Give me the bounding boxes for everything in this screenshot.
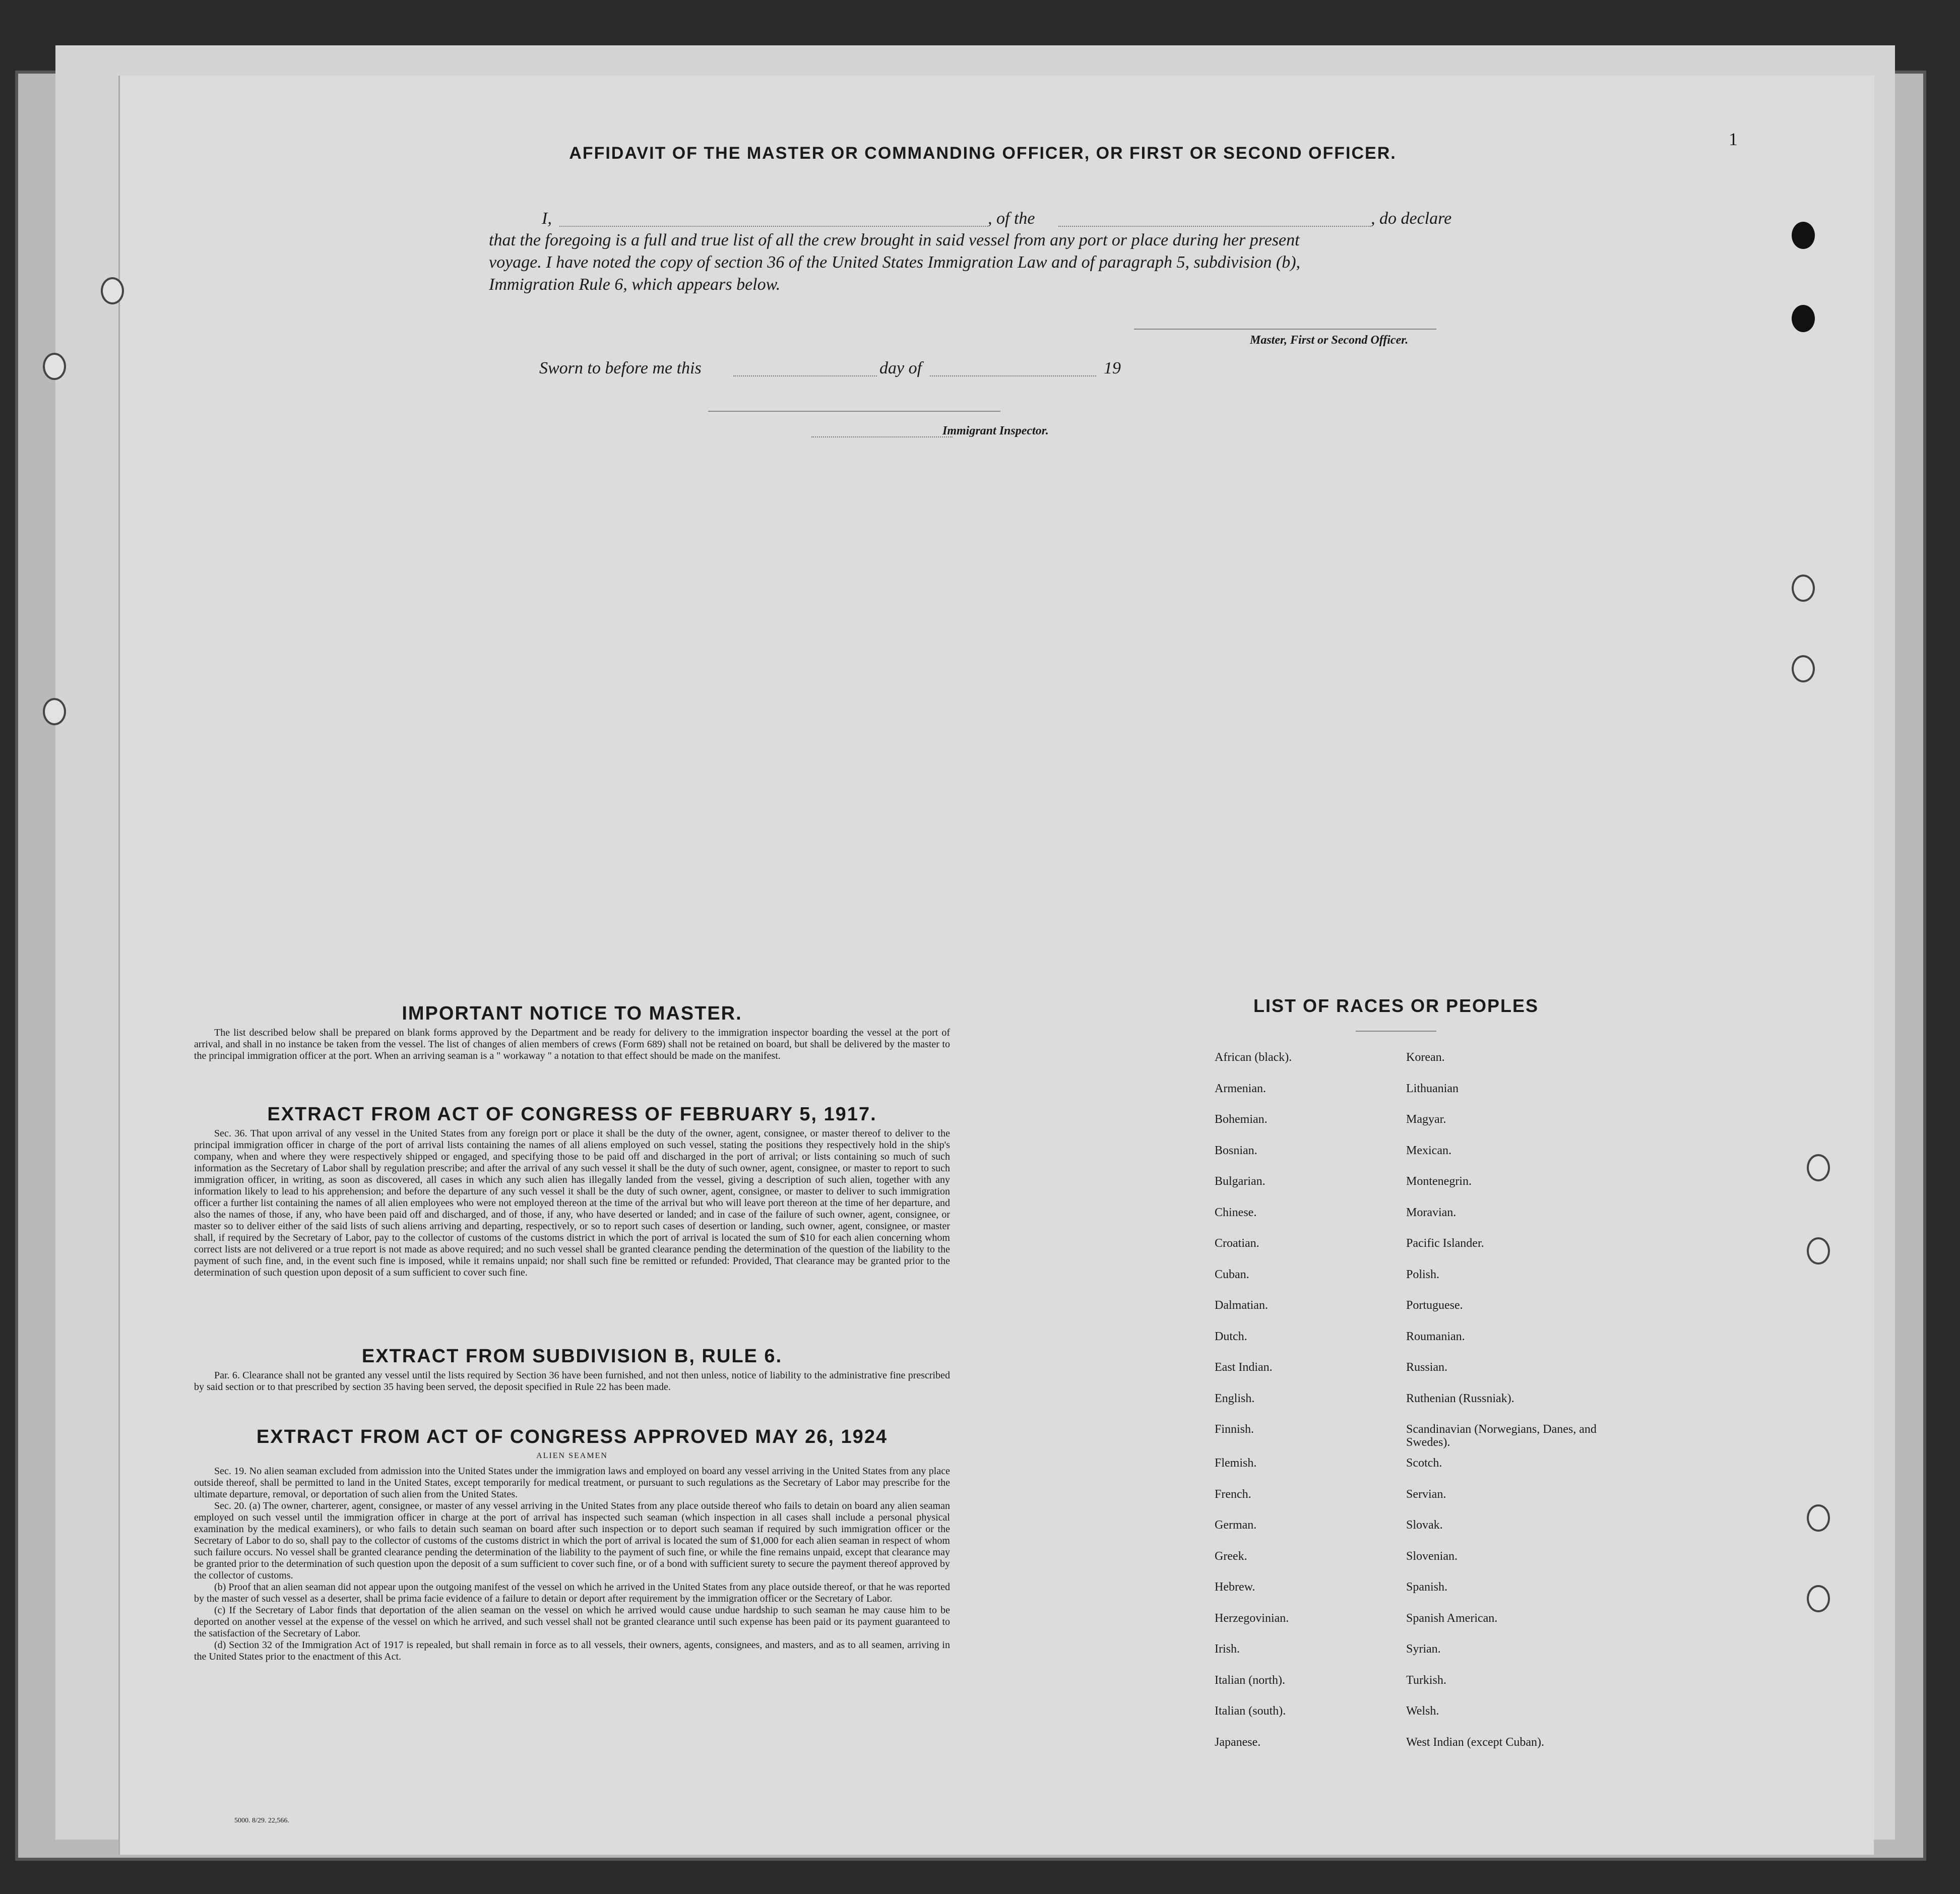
- races-title-rule: [1356, 1031, 1436, 1032]
- race-item: Ruthenian (Russniak).: [1406, 1392, 1514, 1405]
- race-item: Polish.: [1406, 1268, 1440, 1281]
- race-item: Dalmatian.: [1215, 1299, 1268, 1312]
- section-20c-paragraph: (c) If the Secretary of Labor finds that deportation of the alien seaman on the vessel on which he arrived would cause undue hardship to such seaman he may cause him to be deported on another vessel at the expense of the vessel on which he arrived, and such vessel shall not be granted clearance until such expense has been paid or its payment guaranteed to the satisfaction of the Secretary of Labor.: [194, 1605, 950, 1639]
- punch-hole-icon: [1807, 1504, 1830, 1532]
- race-item: Pacific Islander.: [1406, 1237, 1484, 1250]
- sworn-year: 19: [1104, 359, 1121, 377]
- punch-hole-icon: [1807, 1585, 1830, 1612]
- race-item: French.: [1215, 1487, 1251, 1501]
- section-20b-paragraph: (b) Proof that an alien seaman did not appear upon the outgoing manifest of the vessel on which he arrived in the United States from any place outside thereof, or that he was reported by the master of such vessel as a deserter, shall be prima facie evidence of a failure to detain or deport after requirement by the immigration officer or the Secretary of Labor.: [194, 1582, 950, 1604]
- races-title: LIST OF RACES OR PEOPLES: [1253, 995, 1539, 1016]
- section-20d-paragraph: (d) Section 32 of the Immigration Act of 1917 is repealed, but shall remain in force as to all vessels, their owners, agents, consignees, and masters, and as to all seamen, arriving in the United States prior to the enactment of this Act.: [194, 1639, 950, 1662]
- notice-paragraph: The list described below shall be prepared on blank forms approved by the Department and be ready for delivery to the immigration inspector boarding the vessel at the port of arrival, and shall in no instance be taken from the vessel. The list of changes of alien members of crews (Form 689) shall not be retained on board, but shall be delivered by the master to the principal immigration officer at the port. When an arriving seaman is a " workaway " a notation to that effect should be made on the manifest.: [194, 1027, 950, 1061]
- sworn-day-of: day of: [879, 359, 922, 377]
- inspector-line-upper: [708, 411, 1000, 412]
- notice-title: IMPORTANT NOTICE TO MASTER.: [402, 1003, 742, 1024]
- race-item: Armenian.: [1215, 1082, 1266, 1095]
- race-item: Mexican.: [1406, 1144, 1451, 1157]
- race-item: Bulgarian.: [1215, 1175, 1266, 1188]
- affidavit-title: AFFIDAVIT OF THE MASTER OR COMMANDING OFFICER, OR FIRST OR SECOND OFFICER.: [569, 144, 1397, 163]
- race-item: Greek.: [1215, 1549, 1247, 1563]
- race-item: German.: [1215, 1519, 1257, 1532]
- inspector-caption: Immigrant Inspector.: [942, 424, 1049, 437]
- punch-hole-icon: [1792, 222, 1815, 249]
- race-item: East Indian.: [1215, 1361, 1273, 1374]
- sworn-month-blank: [930, 375, 1096, 376]
- race-item: Syrian.: [1406, 1643, 1441, 1656]
- race-item: Servian.: [1406, 1487, 1446, 1501]
- section-19-paragraph: Sec. 19. No alien seaman excluded from admission into the United States under the immigration laws and employed on board any vessel arriving in the United States from any place outside thereof, shall be permitted to land in the United States, except temporarily for medical treatment, or pursuant to such regulations as the Secretary of Labor may prescribe for the ultimate departure, removal, or deportation of such alien from the United States.: [194, 1466, 950, 1500]
- race-item: Lithuanian: [1406, 1082, 1459, 1095]
- punch-hole-icon: [1792, 305, 1815, 332]
- notice-body: [194, 1027, 950, 1062]
- race-item: Spanish American.: [1406, 1611, 1498, 1625]
- punch-hole-icon: [1807, 1237, 1830, 1265]
- extract-1917-title: EXTRACT FROM ACT OF CONGRESS OF FEBRUARY 5, 1917.: [267, 1104, 877, 1125]
- race-item: Slovak.: [1406, 1519, 1443, 1532]
- extract-rule-6-body: [194, 1370, 950, 1393]
- extract-rule-6-title: EXTRACT FROM SUBDIVISION B, RULE 6.: [361, 1346, 783, 1367]
- race-item: Italian (south).: [1215, 1704, 1286, 1718]
- race-item: Croatian.: [1215, 1237, 1259, 1250]
- punch-hole-icon: [43, 698, 66, 725]
- race-item: Bohemian.: [1215, 1113, 1268, 1126]
- race-item: African (black).: [1215, 1051, 1292, 1064]
- race-item: Flemish.: [1215, 1457, 1257, 1470]
- race-item: Russian.: [1406, 1361, 1448, 1374]
- race-item: West Indian (except Cuban).: [1406, 1735, 1544, 1749]
- race-item: Irish.: [1215, 1643, 1240, 1656]
- race-item: Herzegovinian.: [1215, 1611, 1289, 1625]
- master-signature-caption: Master, First or Second Officer.: [1250, 334, 1409, 347]
- sworn-day-blank: [733, 375, 877, 376]
- race-item: Spanish.: [1406, 1581, 1448, 1594]
- declaration-i: I,: [542, 209, 552, 228]
- race-item: Slovenian.: [1406, 1549, 1458, 1563]
- sworn-before-me: Sworn to before me this: [539, 359, 702, 377]
- race-item: Roumanian.: [1406, 1330, 1465, 1343]
- race-item: Turkish.: [1406, 1673, 1446, 1687]
- race-item: Montenegrin.: [1406, 1175, 1472, 1188]
- name-blank: [559, 226, 988, 227]
- race-item: Magyar.: [1406, 1113, 1446, 1126]
- declaration-of-the: , of the: [988, 209, 1035, 228]
- declaration-do-declare: , do declare: [1371, 209, 1452, 228]
- race-item: Scandinavian (Norwegians, Danes, and Swedes).: [1406, 1423, 1597, 1449]
- inspector-signature-line: [811, 436, 953, 437]
- extract-1924-title: EXTRACT FROM ACT OF CONGRESS APPROVED MAY 26, 1924: [256, 1426, 888, 1447]
- punch-hole-icon: [101, 277, 124, 304]
- race-item: Italian (north).: [1215, 1673, 1285, 1687]
- race-item: Japanese.: [1215, 1735, 1261, 1749]
- race-item: Korean.: [1406, 1051, 1445, 1064]
- punch-hole-icon: [1792, 655, 1815, 682]
- section-20a-paragraph: Sec. 20. (a) The owner, charterer, agent, consignee, or master of any vessel arriving in the United States from any place outside thereof who fails to detain on board any alien seaman employed on such vessel until the immigration officer in charge at the port of arrival has inspected such seaman (which inspection in all cases shall include a personal physical examination by the medical examiners), or who fails to detain such seaman on board after such inspection or to deport such seaman if required by such immigration officer or the Secretary of Labor to do so, shall pay to the collector of customs of the customs district in which the port of arrival is located the sum of $1,000 for each alien seaman in respect of whom such failure occurs. No vessel shall be granted clearance pending the determination of the liability to the payment of such fine, or while the fine remains unpaid, except that clearance may be granted prior to the determination of such question upon the deposit of a sum sufficient to cover such fine, or of a bond with sufficient surety to secure the payment thereof approved by the collector of customs.: [194, 1500, 950, 1581]
- race-item: Moravian.: [1406, 1206, 1457, 1219]
- race-item: Hebrew.: [1215, 1581, 1255, 1594]
- form-code: 5000. 8/29. 22,566.: [234, 1817, 289, 1824]
- races-right-column: [1406, 1051, 1628, 1766]
- section-36-paragraph: Sec. 36. That upon arrival of any vessel in the United States from any foreign port or place it shall be the duty of the owner, agent, consignee, or master thereof to deliver to the principal immigration officer in charge of the port of arrival lists containing the names of all aliens employed on such vessel, stating the positions they respectively hold in the ship's company, when and where they were respectively shipped or engaged, and specifying those to be paid off and discharged in the port of arrival; or lists containing so much of such information as the Secretary of Labor shall by regulation prescribe; and after the arrival of any such vessel it shall be the duty of such owner, agent, consignee, or master to report to such immigration officer, in writing, as soon as discovered, all cases in which any such alien has illegally landed from the vessel, giving a description of such alien, together with any information likely to lead to his apprehension; and before the departure of any such vessel it shall be the duty of such owner, agent, consignee, or master to deliver to such immigration officer a further list containing the names of all alien employees who were not employed thereon at the time of the arrival but who will leave port thereon at the time of her departure, and also the names of those, if any, who have been paid off and discharged, and of those, if any, who have deserted or landed; and in case of the failure of such owner, agent, consignee, or master so to deliver either of the said lists of such aliens arriving and departing, respectively, or so to report such cases of desertion or landing, such owner, agent, consignee, or master shall, if required by the Secretary of Labor, pay to the collector of customs of the customs district in which the port of arrival is located the sum of $10 for each alien concerning whom correct lists are not delivered or a true report is not made as above required; and no such vessel shall be granted clearance pending the determination of the question of the liability to the payment of such fine, and, in the event such fine is imposed, while it remains unpaid; nor shall such fine be remitted or refunded: Provided, That clearance may be granted prior to the determination of such question upon deposit of a sum sufficient to cover such fine.: [194, 1128, 950, 1278]
- punch-hole-icon: [1807, 1154, 1830, 1181]
- race-item: Chinese.: [1215, 1206, 1257, 1219]
- declaration-line-3: voyage. I have noted the copy of section 36 of the United States Immigration Law and of paragraph 5, subdivision (b),: [489, 253, 1301, 272]
- races-left-column: [1215, 1051, 1386, 1766]
- race-item: Scotch.: [1406, 1457, 1442, 1470]
- race-item: Finnish.: [1215, 1423, 1254, 1436]
- punch-hole-icon: [1792, 575, 1815, 602]
- par-6-paragraph: Par. 6. Clearance shall not be granted any vessel until the lists required by Section 36 have been furnished, and not then unless, notice of liability to the administrative fine prescribed by said section or to that prescribed by section 35 having been served, the deposit specified in Rule 22 has been made.: [194, 1370, 950, 1393]
- race-item: Cuban.: [1215, 1268, 1249, 1281]
- extract-1917-body: [194, 1128, 950, 1279]
- declaration-line-2: that the foregoing is a full and true list of all the crew brought in said vessel from any port or place during her present: [489, 231, 1300, 249]
- extract-1924-body: [194, 1466, 950, 1663]
- alien-seamen-label: ALIEN SEAMEN: [536, 1451, 608, 1460]
- declaration-line-4: Immigration Rule 6, which appears below.: [489, 275, 781, 294]
- race-item: Welsh.: [1406, 1704, 1439, 1718]
- master-signature-line: [1134, 329, 1436, 330]
- page-number-mark: 1: [1729, 129, 1738, 149]
- race-item: Portuguese.: [1406, 1299, 1463, 1312]
- race-item: Bosnian.: [1215, 1144, 1257, 1157]
- punch-hole-icon: [43, 353, 66, 380]
- race-item: English.: [1215, 1392, 1255, 1405]
- race-item: Dutch.: [1215, 1330, 1247, 1343]
- vessel-blank: [1058, 226, 1371, 227]
